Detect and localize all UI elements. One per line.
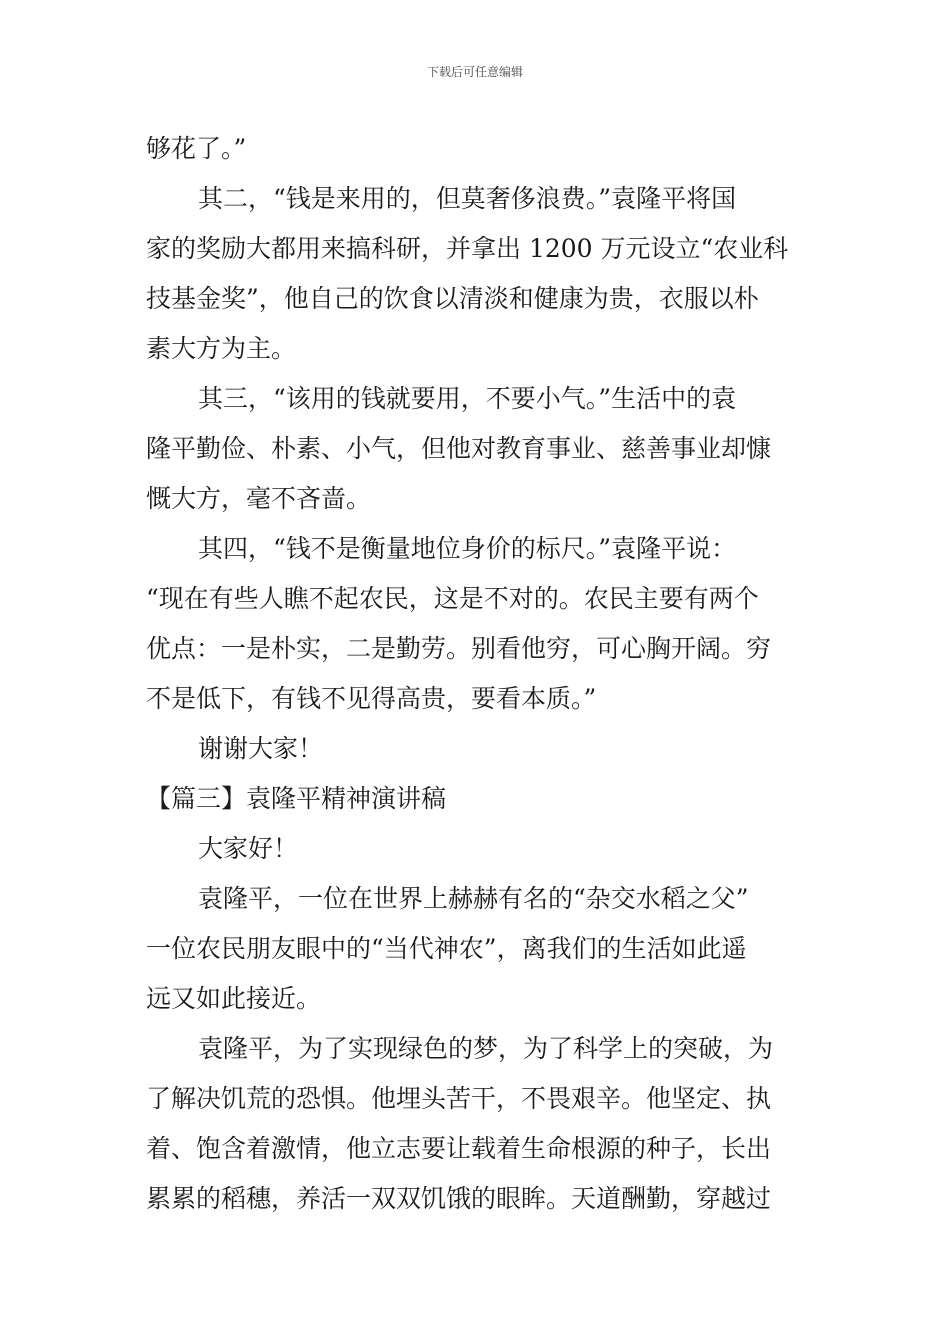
text-line: 其四，“钱不是衡量地位身价的标尺。”袁隆平说： bbox=[198, 534, 737, 563]
text-line: 谢谢大家！ bbox=[198, 734, 324, 763]
text-line: 累累的稻穗，养活一双双饥饿的眼眸。天道酬勤，穿越过 bbox=[146, 1184, 772, 1213]
text-line: 其三，“该用的钱就要用，不要小气。”生活中的袁 bbox=[198, 384, 737, 413]
text-line: 技基金奖”，他自己的饮食以清淡和健康为贵，衣服以朴 bbox=[146, 284, 759, 313]
text-line: 其二，“钱是来用的，但莫奢侈浪费。”袁隆平将国 bbox=[198, 184, 737, 213]
text-line: 慨大方，毫不吝啬。 bbox=[146, 484, 372, 513]
text-line: 了解决饥荒的恐惧。他埋头苦干，不畏艰辛。他坚定、执 bbox=[146, 1084, 772, 1113]
text-line: 着、饱含着激情，他立志要让载着生命根源的种子，长出 bbox=[146, 1134, 772, 1163]
text-line: 袁隆平，为了实现绿色的梦，为了科学上的突破，为 bbox=[198, 1034, 774, 1063]
text-line: 家的奖励大都用来搞科研，并拿出 1200 万元设立“农业科 bbox=[146, 234, 789, 263]
text-line: “现在有些人瞧不起农民，这是不对的。农民主要有两个 bbox=[146, 584, 759, 613]
section-heading: 【篇三】袁隆平精神演讲稿 bbox=[146, 784, 447, 813]
text-line: 隆平勤俭、朴素、小气，但他对教育事业、慈善事业却慷 bbox=[146, 434, 772, 463]
text-line: 优点：一是朴实，二是勤劳。别看他穷，可心胸开阔。穷 bbox=[146, 634, 772, 663]
text-line: 一位农民朋友眼中的“当代神农”，离我们的生活如此遥 bbox=[146, 934, 747, 963]
page-header: 下载后可任意编辑 bbox=[426, 65, 523, 79]
text-line: 够花了。” bbox=[146, 134, 247, 163]
text-line: 袁隆平，一位在世界上赫赫有名的“杂交水稻之父” bbox=[198, 884, 749, 913]
text-line: 大家好！ bbox=[198, 834, 299, 863]
text-line: 素大方为主。 bbox=[146, 334, 297, 363]
text-line: 远又如此接近。 bbox=[146, 984, 322, 1013]
document-body bbox=[146, 124, 810, 1224]
text-line: 不是低下，有钱不见得高贵，要看本质。” bbox=[146, 684, 597, 713]
